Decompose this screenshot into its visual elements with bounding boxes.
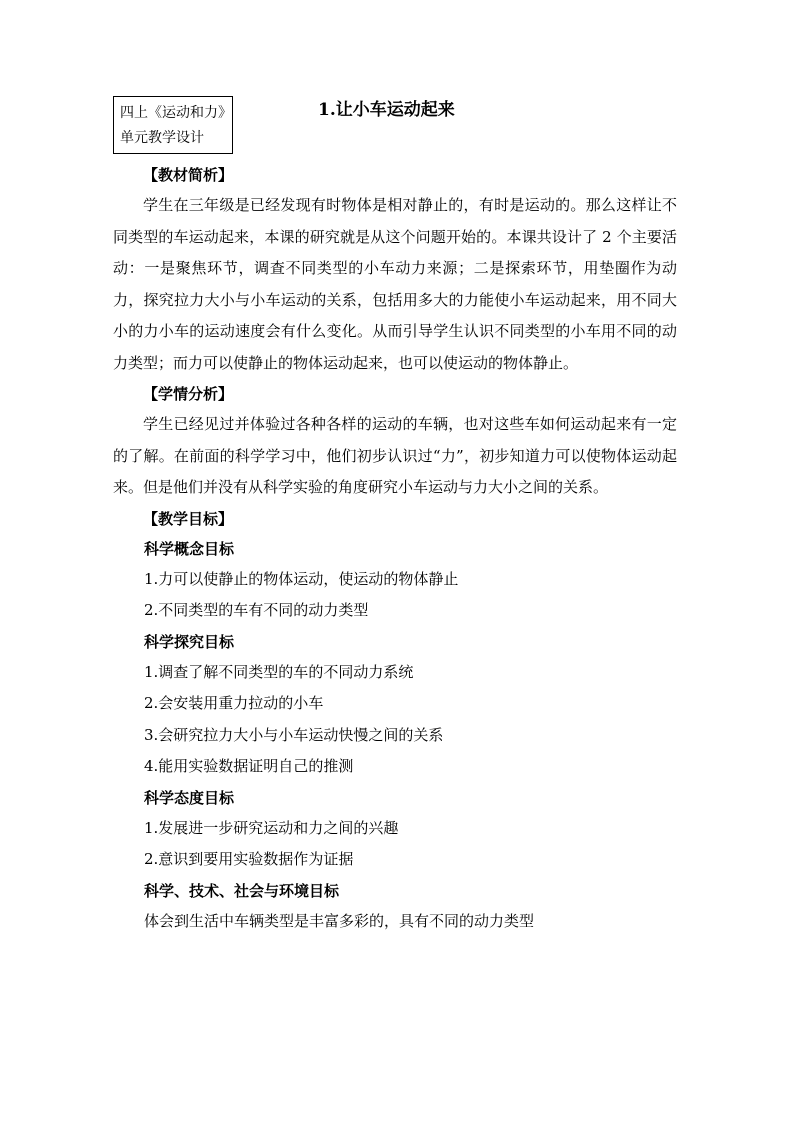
list-item: 体会到生活中车辆类型是丰富多彩的，具有不同的动力类型	[144, 911, 535, 930]
section-heading-learner: 【学情分析】	[143, 385, 234, 403]
subheading-sts-goals: 科学、技术、社会与环境目标	[144, 881, 340, 900]
list-item: 1.调查了解不同类型的车的不同动力系统	[144, 662, 414, 681]
unit-label-line2: 单元教学设计	[120, 130, 204, 146]
subheading-attitude-goals: 科学态度目标	[144, 788, 235, 807]
paragraph-material: 学生在三年级是已经发现有时物体是相对静止的，有时是运动的。那么这样让不同类型的车运动起来，本课的研究就是从这个问题开始的。本课共设计了 2 个主要活动：一是聚焦环节，调查不同类型的小车动力来源；二是探索环节，用垫圈作为动力，探究拉力大小与小车运动的关系，包括用多大的力能使小车运动起来，用不同大小的力小车的运动速度会有什么变化。从而引导学生认识不同类型的小车用不同的动力类型；而力可以使静止的物体运动起来，也可以使运动的物体静止。	[113, 196, 677, 372]
section-heading-material: 【教材简析】	[143, 166, 234, 184]
list-item: 2.不同类型的车有不同的动力类型	[144, 601, 369, 619]
list-item: 4.能用实验数据证明自己的推测	[144, 757, 354, 775]
subheading-inquiry-goals: 科学探究目标	[144, 632, 235, 651]
list-item: 1.发展进一步研究运动和力之间的兴趣	[144, 818, 399, 837]
paragraph-learner: 学生已经见过并体验过各种各样的运动的车辆，也对这些车如何运动起来有一定的了解。在前面的科学学习中，他们初步认识过“力”，初步知道力可以使物体运动起来。但是他们并没有从科学实验的角度研究小车运动与力大小之间的关系。	[113, 415, 677, 496]
list-item: 3.会研究拉力大小与小车运动快慢之间的关系	[144, 725, 444, 744]
list-item: 2.会安装用重力拉动的小车	[144, 694, 324, 712]
document-body	[113, 160, 677, 937]
unit-label-box	[113, 96, 233, 154]
subheading-concept-goals: 科学概念目标	[144, 539, 235, 558]
unit-label-line1: 四上《运动和力》	[120, 105, 232, 121]
list-item: 2.意识到要用实验数据作为证据	[144, 850, 354, 868]
page-title: 1.让小车运动起来	[318, 100, 455, 120]
list-item: 1.力可以使静止的物体运动，使运动的物体静止	[144, 569, 459, 588]
section-heading-goals: 【教学目标】	[143, 509, 234, 528]
